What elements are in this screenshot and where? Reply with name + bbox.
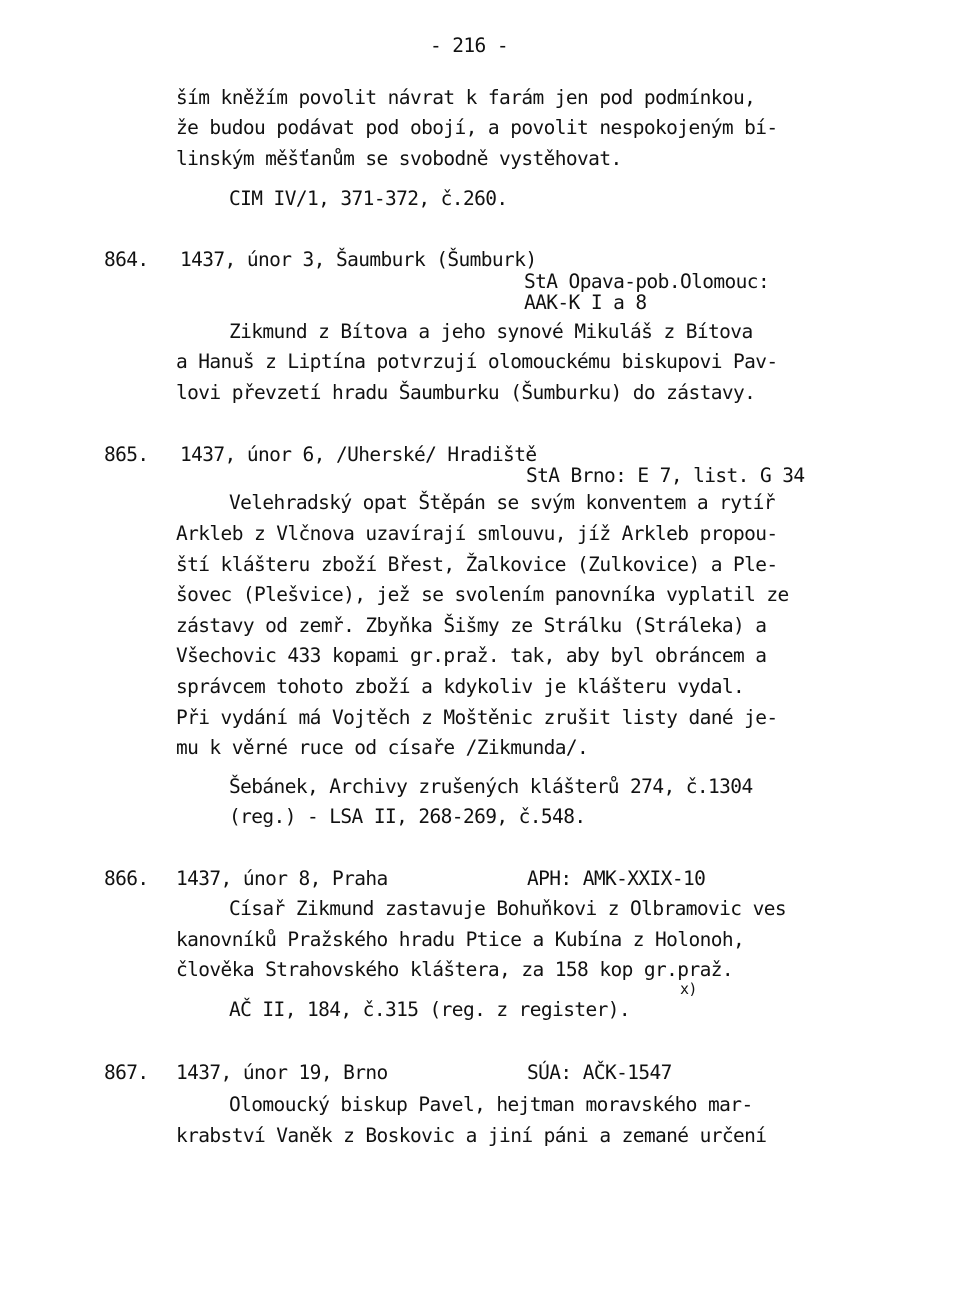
entry-citation: AČ II, 184, č.315 (reg. z register). xyxy=(229,998,631,1021)
continuation-citation: CIM IV/1, 371-372, č.260. xyxy=(229,187,508,210)
continuation-line: linským měšťanům se svobodně vystěhovat. xyxy=(176,147,622,170)
entry-text-line: zástavy od zemř. Zbyňka Šišmy ze Strálku (Stráleka) a xyxy=(176,614,767,637)
entry-text-line: kanovníků Pražského hradu Ptice a Kubína z Holonoh, xyxy=(176,928,745,951)
entry-header: 1437, únor 6, /Uherské/ Hradiště xyxy=(180,443,537,466)
entry-archive: SÚA: AČK-1547 xyxy=(527,1061,672,1084)
entry-header: 1437, únor 8, Praha xyxy=(176,867,388,890)
entry-text-line: mu k věrné ruce od císaře /Zikmunda/. xyxy=(176,736,589,759)
entry-text-line: lovi převzetí hradu Šaumburku (Šumburku) do zástavy. xyxy=(176,381,756,404)
entry-archive: StA Brno: E 7, list. G 34 xyxy=(526,464,805,487)
continuation-line: ším kněžím povolit návrat k farám jen pod podmínkou, xyxy=(176,86,756,109)
entry-archive: AAK-K I a 8 xyxy=(524,291,647,314)
entry-number: 865. xyxy=(104,443,149,466)
entry-text-line: správcem tohoto zboží a kdykoliv je klášteru vydal. xyxy=(176,675,745,698)
entry-number: 864. xyxy=(104,248,149,271)
entry-text-line: krabství Vaněk z Boskovic a jiní páni a zemané určení xyxy=(176,1124,767,1147)
entry-archive: StA Opava-pob.Olomouc: xyxy=(524,270,770,293)
entry-text-line: Všechovic 433 kopami gr.praž. tak, aby byl obráncem a xyxy=(176,644,767,667)
footnote-mark: x) xyxy=(680,980,697,998)
entry-citation: Šebánek, Archivy zrušených klášterů 274, č.1304 xyxy=(229,775,753,798)
entry-number: 866. xyxy=(104,867,149,890)
entry-header: 1437, únor 3, Šaumburk (Šumburk) xyxy=(180,248,537,271)
entry-header: 1437, únor 19, Brno xyxy=(176,1061,388,1084)
entry-text-line: Císař Zikmund zastavuje Bohuňkovi z Olbramovic ves xyxy=(229,897,786,920)
entry-text-line: Arkleb z Vlčnova uzavírají smlouvu, jíž Arkleb propou- xyxy=(176,522,778,545)
entry-text-line: Olomoucký biskup Pavel, hejtman moravského mar- xyxy=(229,1093,753,1116)
entry-citation: (reg.) - LSA II, 268-269, č.548. xyxy=(229,805,586,828)
entry-text-line: Při vydání má Vojtěch z Moštěnic zrušit listy dané je- xyxy=(176,706,778,729)
entry-archive: APH: AMK-XXIX-10 xyxy=(527,867,706,890)
continuation-line: že budou podávat pod obojí, a povolit nespokojeným bí- xyxy=(176,116,778,139)
page-number: - 216 - xyxy=(430,34,508,57)
entry-text-line: šovec (Plešvice), jež se svolením panovníka vyplatil ze xyxy=(176,583,789,606)
entry-text-line: Zikmund z Bítova a jeho synové Mikuláš z Bítova xyxy=(229,320,753,343)
entry-text-line: a Hanuš z Liptína potvrzují olomouckému biskupovi Pav- xyxy=(176,350,778,373)
entry-text-line: ští klášteru zboží Břest, Žalkovice (Zulkovice) a Ple- xyxy=(176,553,778,576)
entry-number: 867. xyxy=(104,1061,149,1084)
entry-text-line: Velehradský opat Štěpán se svým konventem a rytíř xyxy=(229,491,775,514)
entry-text-line: člověka Strahovského kláštera, za 158 kop gr.praž. xyxy=(176,958,733,981)
